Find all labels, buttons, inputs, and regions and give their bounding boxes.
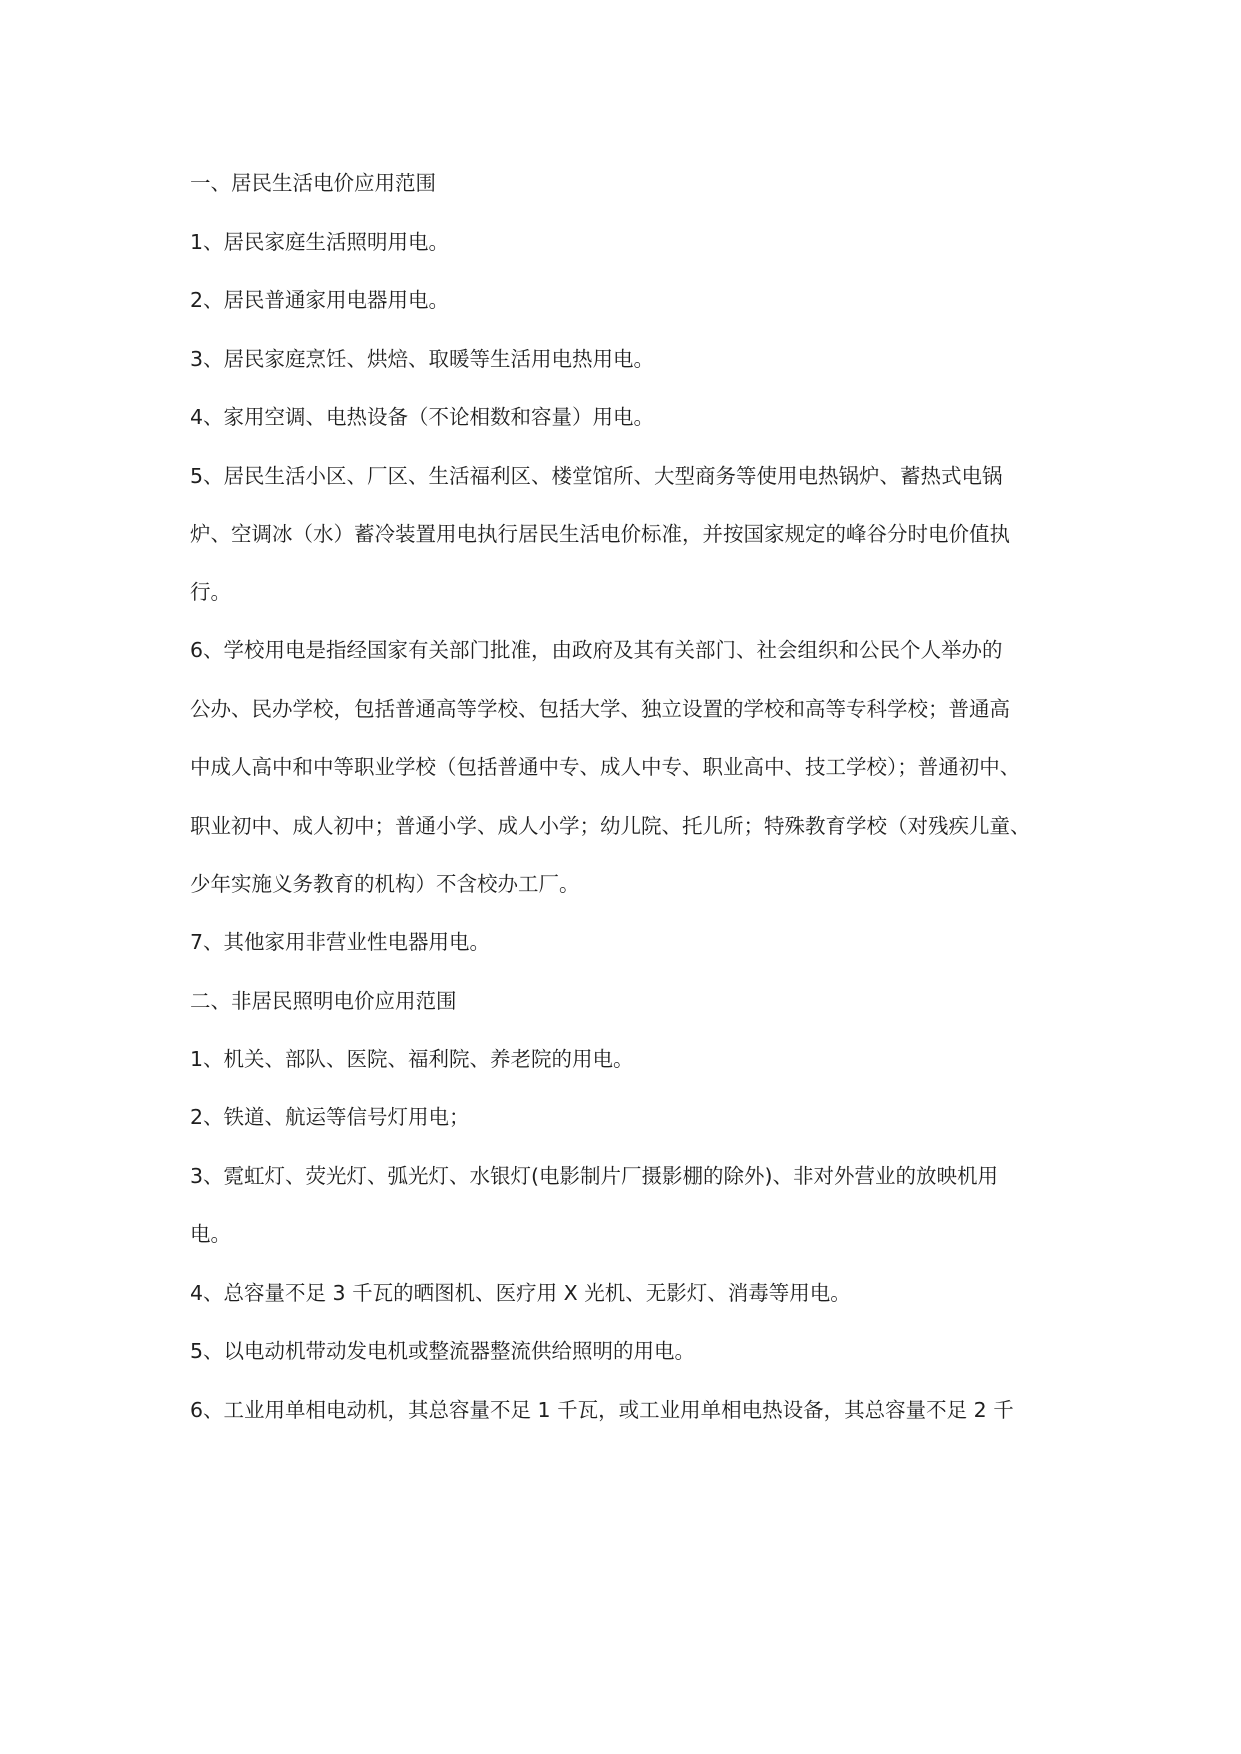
paragraph-line: 行。 bbox=[190, 580, 231, 604]
paragraph-line: 6、学校用电是指经国家有关部门批准，由政府及其有关部门、社会组织和公民个人举办的 bbox=[190, 638, 1003, 662]
paragraph-line: 少年实施义务教育的机构）不含校办工厂。 bbox=[190, 872, 580, 896]
paragraph-line: 3、居民家庭烹饪、烘焙、取暖等生活用电热用电。 bbox=[190, 347, 655, 371]
paragraph-line: 电。 bbox=[190, 1222, 231, 1246]
paragraph-line: 5、以电动机带动发电机或整流器整流供给照明的用电。 bbox=[190, 1339, 696, 1363]
paragraph-line: 2、居民普通家用电器用电。 bbox=[190, 288, 450, 312]
paragraph-line: 6、工业用单相电动机，其总容量不足 1 千瓦，或工业用单相电热设备，其总容量不足 2 千 bbox=[190, 1398, 1014, 1422]
paragraph-line: 3、霓虹灯、荧光灯、弧光灯、水银灯(电影制片厂摄影棚的除外)、非对外营业的放映机用 bbox=[190, 1164, 999, 1188]
paragraph-line: 职业初中、成人初中；普通小学、成人小学；幼儿院、托儿所；特殊教育学校（对残疾儿童、 bbox=[190, 814, 1031, 838]
paragraph-line: 公办、民办学校，包括普通高等学校、包括大学、独立设置的学校和高等专科学校；普通高 bbox=[190, 697, 1010, 721]
paragraph-line: 2、铁道、航运等信号灯用电； bbox=[190, 1105, 470, 1129]
paragraph-line: 中成人高中和中等职业学校（包括普通中专、成人中专、职业高中、技工学校）；普通初中、 bbox=[190, 755, 1021, 779]
paragraph-line: 7、其他家用非营业性电器用电。 bbox=[190, 930, 491, 954]
paragraph-line: 1、居民家庭生活照明用电。 bbox=[190, 230, 450, 254]
paragraph-line: 1、机关、部队、医院、福利院、养老院的用电。 bbox=[190, 1047, 634, 1071]
paragraph-line: 4、总容量不足 3 千瓦的晒图机、医疗用 X 光机、无影灯、消毒等用电。 bbox=[190, 1281, 851, 1305]
section-heading-residential: 一、居民生活电价应用范围 bbox=[190, 171, 436, 195]
paragraph-line: 4、家用空调、电热设备（不论相数和容量）用电。 bbox=[190, 405, 655, 429]
paragraph-line: 炉、空调冰（水）蓄冷装置用电执行居民生活电价标准，并按国家规定的峰谷分时电价值执 bbox=[190, 522, 1010, 546]
paragraph-line: 5、居民生活小区、厂区、生活福利区、楼堂馆所、大型商务等使用电热锅炉、蓄热式电锅 bbox=[190, 464, 1003, 488]
section-heading-non-residential: 二、非居民照明电价应用范围 bbox=[190, 989, 457, 1013]
